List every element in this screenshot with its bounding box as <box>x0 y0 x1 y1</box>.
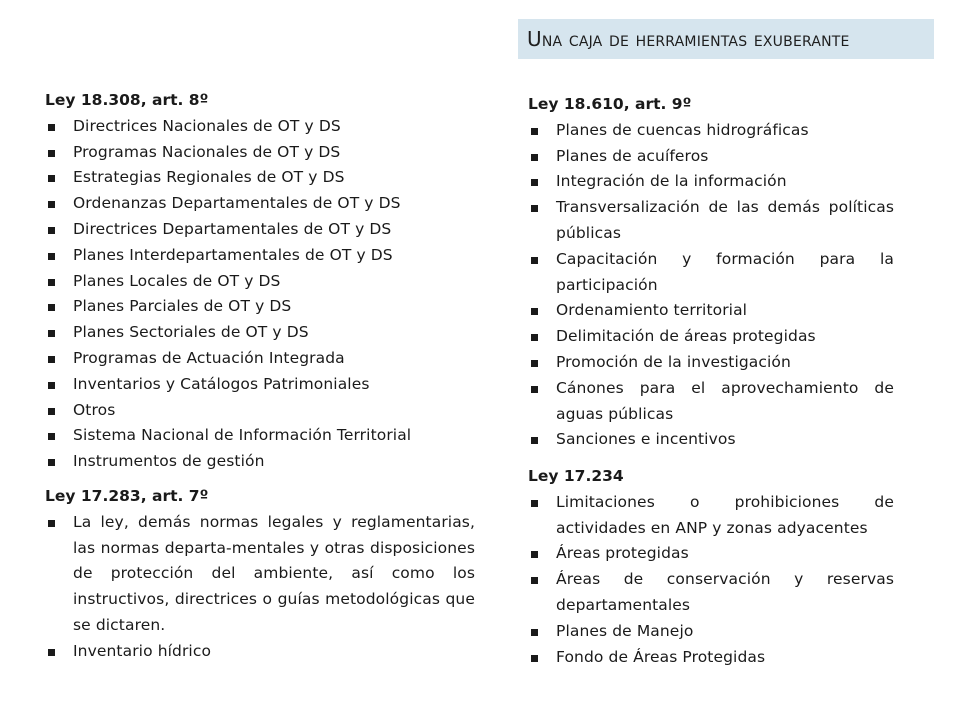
square-bullet-icon <box>531 629 538 636</box>
list-item <box>528 298 894 324</box>
list-item <box>45 320 475 346</box>
list-item-text: Planes Interdepartamentales de OT y DS <box>73 245 393 264</box>
list-item-text: La ley, demás normas legales y reglamentarias, las normas departa-mentales y otras disposiciones de protección del ambiente, así como los instructivos, directrices o guías metodológicas que se dictaren. <box>73 512 475 634</box>
list-item <box>528 118 894 144</box>
list-item <box>45 191 475 217</box>
list-item-text: Áreas de conservación y reservas departamentales <box>556 570 894 614</box>
list-item <box>528 490 894 542</box>
list-item <box>528 350 894 376</box>
list-item <box>45 217 475 243</box>
section-heading: Ley 18.308, art. 8º <box>45 91 209 109</box>
square-bullet-icon <box>48 459 55 466</box>
section-ley-18308 <box>45 88 475 475</box>
square-bullet-icon <box>48 304 55 311</box>
square-bullet-icon <box>531 257 538 264</box>
list-item <box>45 510 475 639</box>
list-item <box>45 140 475 166</box>
square-bullet-icon <box>48 649 55 656</box>
list-item <box>45 449 475 475</box>
square-bullet-icon <box>531 154 538 161</box>
square-bullet-icon <box>531 179 538 186</box>
list-item-text: Limitaciones o prohibiciones de actividades en ANP y zonas adyacentes <box>556 492 894 537</box>
list-item-text: Transversalización de las demás políticas públicas <box>556 198 894 242</box>
bullet-list <box>528 118 894 453</box>
title-banner <box>518 19 934 59</box>
bullet-list <box>45 510 475 665</box>
bullet-list <box>528 490 894 671</box>
list-item <box>528 324 894 350</box>
square-bullet-icon <box>531 308 538 315</box>
square-bullet-icon <box>531 551 538 558</box>
section-heading: Ley 18.610, art. 9º <box>528 95 692 113</box>
square-bullet-icon <box>531 577 538 584</box>
list-item-text: Planes Locales de OT y DS <box>73 271 281 290</box>
list-item <box>528 645 894 671</box>
list-item-text: Programas de Actuación Integrada <box>73 348 345 367</box>
list-item <box>45 346 475 372</box>
bullet-list <box>45 114 475 475</box>
square-bullet-icon <box>531 360 538 367</box>
list-item-text: Planes de cuencas hidrográficas <box>556 120 809 139</box>
list-item <box>45 165 475 191</box>
list-item <box>528 247 894 299</box>
list-item <box>45 294 475 320</box>
list-item <box>45 372 475 398</box>
square-bullet-icon <box>48 520 55 527</box>
list-item <box>45 423 475 449</box>
list-item <box>528 427 894 453</box>
slide-title: Una caja de herramientas exuberante <box>527 27 850 51</box>
list-item-text: Directrices Departamentales de OT y DS <box>73 219 392 238</box>
list-item <box>528 567 894 619</box>
square-bullet-icon <box>48 150 55 157</box>
list-item-text: Otros <box>73 400 116 419</box>
list-item-text: Capacitación y formación para la participación <box>556 249 894 294</box>
square-bullet-icon <box>48 408 55 415</box>
section-heading: Ley 17.234 <box>528 467 624 485</box>
section-ley-18610 <box>528 92 894 453</box>
list-item-text: Fondo de Áreas Protegidas <box>556 647 766 666</box>
square-bullet-icon <box>48 201 55 208</box>
section-heading: Ley 17.283, art. 7º <box>45 487 209 505</box>
square-bullet-icon <box>48 124 55 131</box>
list-item <box>528 541 894 567</box>
square-bullet-icon <box>48 330 55 337</box>
list-item-text: Inventario hídrico <box>73 641 212 660</box>
list-item-text: Cánones para el aprovechamiento de aguas públicas <box>556 378 894 423</box>
list-item <box>45 269 475 295</box>
section-ley-17283 <box>45 484 475 665</box>
list-item-text: Delimitación de áreas protegidas <box>556 327 816 346</box>
list-item <box>45 114 475 140</box>
list-item-text: Planes Parciales de OT y DS <box>73 297 292 316</box>
list-item-text: Sanciones e incentivos <box>556 430 736 449</box>
square-bullet-icon <box>48 175 55 182</box>
square-bullet-icon <box>531 500 538 507</box>
list-item-text: Instrumentos de gestión <box>73 452 265 471</box>
section-ley-17234 <box>528 464 894 670</box>
list-item-text: Ordenamiento territorial <box>556 301 748 320</box>
list-item-text: Inventarios y Catálogos Patrimoniales <box>73 374 370 393</box>
list-item <box>528 169 894 195</box>
list-item <box>45 639 475 665</box>
list-item-text: Planes de acuíferos <box>556 146 709 165</box>
list-item-text: Directrices Nacionales de OT y DS <box>73 116 341 135</box>
square-bullet-icon <box>531 437 538 444</box>
list-item-text: Sistema Nacional de Información Territorial <box>73 426 412 445</box>
list-item-text: Áreas protegidas <box>556 544 689 563</box>
list-item <box>528 144 894 170</box>
list-item-text: Estrategias Regionales de OT y DS <box>73 168 345 187</box>
square-bullet-icon <box>531 386 538 393</box>
list-item <box>528 195 894 247</box>
list-item-text: Planes Sectoriales de OT y DS <box>73 323 309 342</box>
list-item-text: Programas Nacionales de OT y DS <box>73 142 341 161</box>
list-item-text: Planes de Manejo <box>556 621 694 640</box>
square-bullet-icon <box>531 128 538 135</box>
square-bullet-icon <box>531 205 538 212</box>
square-bullet-icon <box>48 227 55 234</box>
square-bullet-icon <box>48 356 55 363</box>
square-bullet-icon <box>531 655 538 662</box>
list-item-text: Ordenanzas Departamentales de OT y DS <box>73 194 401 213</box>
list-item <box>528 619 894 645</box>
list-item <box>45 243 475 269</box>
square-bullet-icon <box>48 279 55 286</box>
square-bullet-icon <box>531 334 538 341</box>
list-item-text: Promoción de la investigación <box>556 352 791 371</box>
square-bullet-icon <box>48 433 55 440</box>
list-item <box>45 398 475 424</box>
square-bullet-icon <box>48 253 55 260</box>
square-bullet-icon <box>48 382 55 389</box>
list-item-text: Integración de la información <box>556 172 787 191</box>
list-item <box>528 376 894 428</box>
